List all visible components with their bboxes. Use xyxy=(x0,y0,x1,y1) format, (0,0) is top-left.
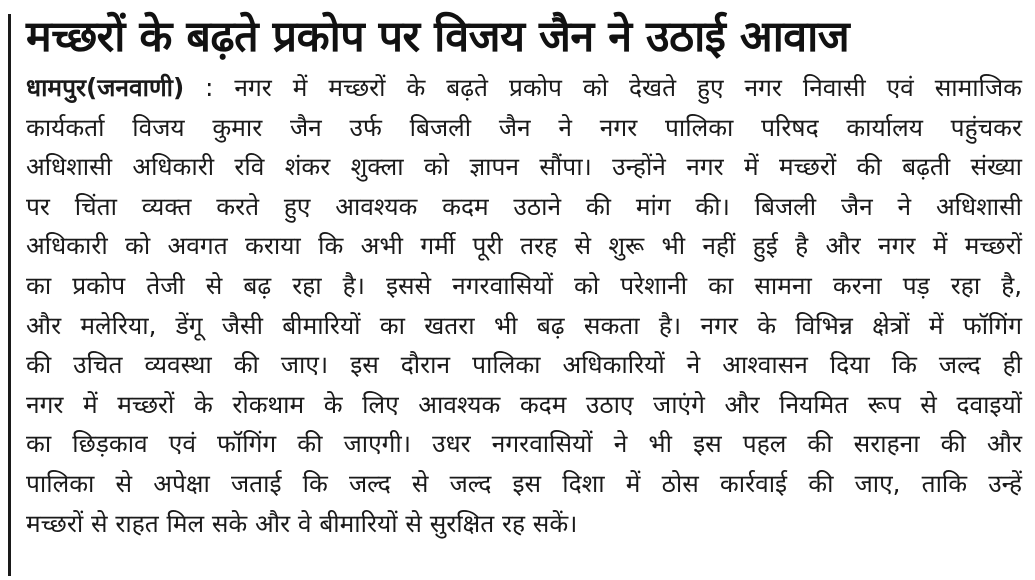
body-line-5: अधिकारी को अवगत कराया कि अभी गर्मी पूरी तरह से शुरू भी नहीं हुई है और नगर में मच्छरों xyxy=(26,231,1022,261)
body-line-11: पालिका से अपेक्षा जताई कि जल्द से जल्द इस दिशा में ठोस कार्रवाई की जाए, ताकि उन्हें xyxy=(26,468,1022,498)
body-line-1 xyxy=(26,68,1022,108)
body-line-1-text: नगर में मच्छरों के बढ़ते प्रकोप को देखते हुए नगर निवासी एवं सामाजिक xyxy=(234,73,1022,102)
body-line-3: अधिशासी अधिकारी रवि शंकर शुक्ला को ज्ञापन सौंपा। उन्होंने नगर में मच्छरों की बढ़ती संख्या xyxy=(26,152,1022,182)
body-line-10: का छिड़काव एवं फॉगिंग की जाएगी। उधर नगरवासियों ने भी इस पहल की सराहना की और xyxy=(26,429,1022,459)
headline: मच्छरों के बढ़ते प्रकोप पर विजय जैन ने उठाई आवाज xyxy=(26,12,850,62)
column-rule xyxy=(8,14,11,576)
article-body xyxy=(26,68,1022,543)
body-line-4: पर चिंता व्यक्त करते हुए आवश्यक कदम उठाने की मांग की। बिजली जैन ने अधिशासी xyxy=(26,191,1022,221)
body-line-6: का प्रकोप तेजी से बढ़ रहा है। इससे नगरवासियों को परेशानी का सामना करना पड़ रहा है, xyxy=(26,270,1022,300)
body-line-9: नगर में मच्छरों के रोकथाम के लिए आवश्यक कदम उठाए जाएंगे और नियमित रूप से दवाइयों xyxy=(26,389,1022,419)
dateline-separator: : xyxy=(184,73,235,102)
body-line-8: की उचित व्यवस्था की जाए। इस दौरान पालिका अधिकारियों ने आश्वासन दिया कि जल्द ही xyxy=(26,350,1023,380)
body-line-7: और मलेरिया, डेंगू जैसी बीमारियों का खतरा भी बढ़ सकता है। नगर के विभिन्न क्षेत्रों में फॉगिंग xyxy=(26,310,1022,340)
body-line-12: मच्छरों से राहत मिल सके और वे बीमारियों से सुरक्षित रह सकें। xyxy=(26,508,578,538)
body-line-2: कार्यकर्ता विजय कुमार जैन उर्फ बिजली जैन ने नगर पालिका परिषद कार्यालय पहुंचकर xyxy=(26,112,1022,142)
dateline: धामपुर(जनवाणी) xyxy=(26,73,185,102)
